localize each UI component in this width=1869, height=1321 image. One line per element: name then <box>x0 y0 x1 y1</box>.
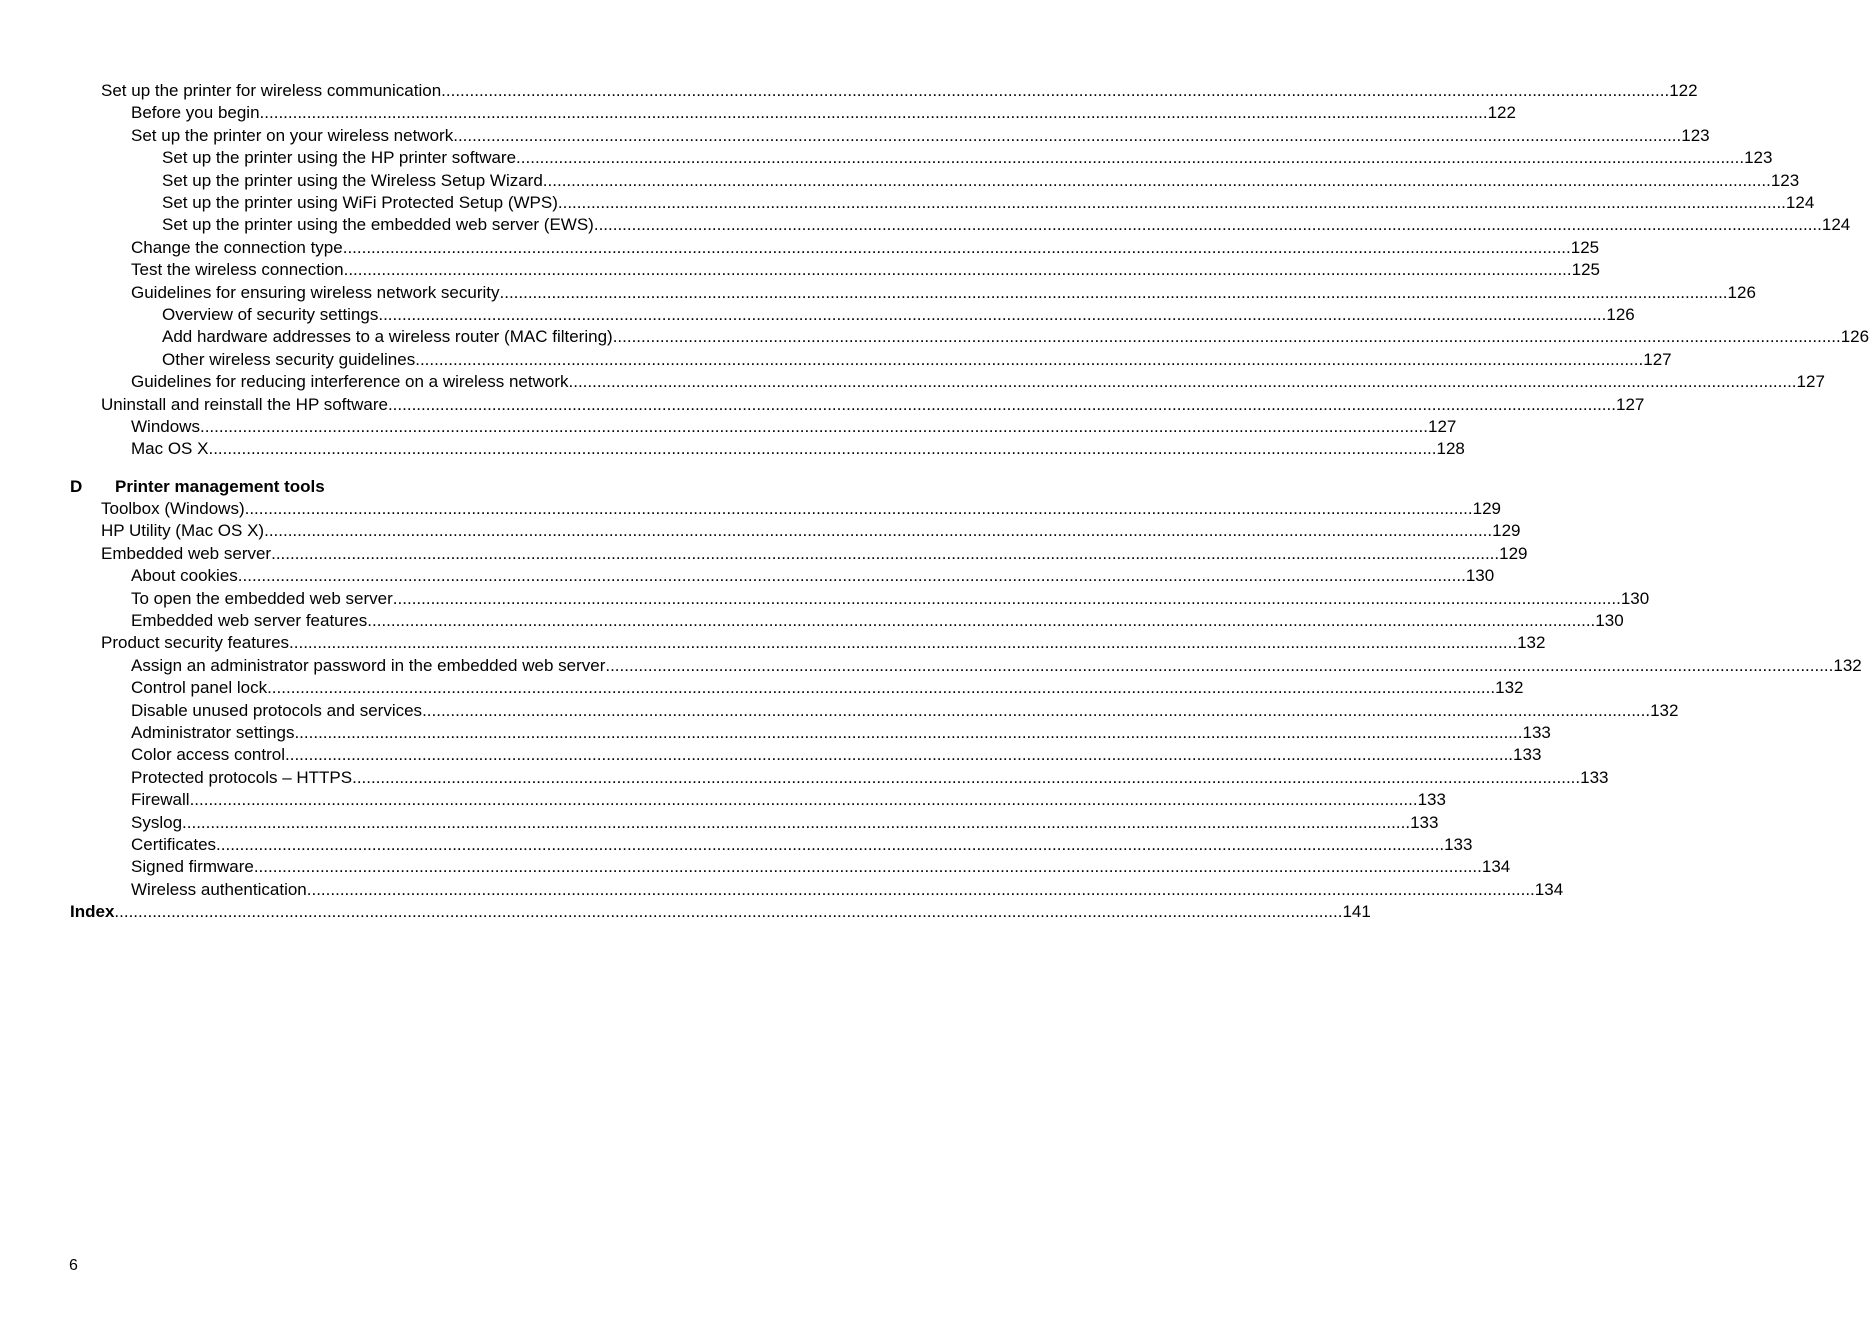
toc-entry-title: Guidelines for ensuring wireless network security <box>131 282 500 302</box>
toc-entry[interactable] <box>0 394 1645 416</box>
toc-entry-page: 126 <box>1727 282 1756 302</box>
toc-entry-page: 128 <box>1436 439 1465 459</box>
page-number: 6 <box>69 1257 78 1274</box>
toc-entry[interactable] <box>0 237 1600 259</box>
toc-entry[interactable] <box>0 722 1551 744</box>
dot-leader: .................................................................................................................................................................................................................................................................... <box>208 439 1437 459</box>
dot-leader: .................................................................................................................................................................................................................................................................... <box>378 305 1607 324</box>
toc-entry-page: 127 <box>1615 394 1645 414</box>
toc-entry-page: 132 <box>1517 633 1546 653</box>
toc-entry-title: Embedded web server features <box>131 611 368 630</box>
toc-entry-title: Embedded web server <box>101 543 272 563</box>
dot-leader: .................................................................................................................................................................................................................................................................... <box>343 260 1572 280</box>
dot-leader: .................................................................................................................................................................................................................................................................... <box>259 103 1488 123</box>
toc-entry-page: 133 <box>1444 835 1473 854</box>
dot-leader: .................................................................................................................................................................................................................................................................... <box>568 372 1797 392</box>
toc-entry[interactable] <box>0 147 1773 169</box>
toc-entry-title: Index <box>70 902 115 922</box>
toc-entry-title: Assign an administrator password in the embedded web server <box>131 655 606 675</box>
dot-leader: .................................................................................................................................................................................................................................................................... <box>237 566 1466 586</box>
dot-leader: .................................................................................................................................................................................................................................................................... <box>342 237 1571 257</box>
toc-entry-title: About cookies <box>131 566 238 586</box>
toc-entry-page: 133 <box>1522 723 1551 742</box>
toc-entry[interactable] <box>0 834 1473 856</box>
toc-entry-title: Mac OS X <box>131 439 209 459</box>
dot-leader: .................................................................................................................................................................................................................................................................... <box>387 394 1616 414</box>
dot-leader: .................................................................................................................................................................................................................................................................... <box>593 215 1822 235</box>
toc-entry[interactable] <box>0 856 1511 878</box>
dot-leader: .................................................................................................................................................................................................................................................................... <box>199 417 1428 436</box>
toc-entry[interactable] <box>0 879 1564 901</box>
dot-leader: .................................................................................................................................................................................................................................................................... <box>557 193 1786 212</box>
dot-leader: .................................................................................................................................................................................................................................................................... <box>114 902 1343 922</box>
toc-entry-page: 134 <box>1534 879 1564 899</box>
dot-leader: .................................................................................................................................................................................................................................................................... <box>415 349 1644 369</box>
toc-entry-title: To open the embedded web server <box>131 588 393 608</box>
toc-entry[interactable] <box>0 610 1624 632</box>
toc-entry-page: 126 <box>1840 327 1869 347</box>
toc-entry-title: Set up the printer using the HP printer software <box>162 148 517 168</box>
toc-entry[interactable] <box>0 326 1869 348</box>
dot-leader: .................................................................................................................................................................................................................................................................... <box>285 745 1514 765</box>
toc-entry-page: 133 <box>1410 812 1439 832</box>
toc-entry-page: 129 <box>1472 499 1502 518</box>
toc-entry-title: Other wireless security guidelines <box>162 349 416 369</box>
toc-entry-title: Windows <box>131 417 200 436</box>
toc-entry-page: 125 <box>1570 237 1600 257</box>
dot-leader: .................................................................................................................................................................................................................................................................... <box>392 588 1621 608</box>
toc-entry-page: 122 <box>1669 81 1698 100</box>
toc-entry[interactable] <box>0 170 1800 192</box>
toc-entry[interactable] <box>0 901 1371 923</box>
toc-entry-page: 141 <box>1342 902 1371 922</box>
dot-leader: .................................................................................................................................................................................................................................................................... <box>422 700 1651 720</box>
toc-entry-title: Set up the printer on your wireless network <box>131 125 454 145</box>
toc-entry-title: Administrator settings <box>131 723 295 742</box>
toc-entry-page: 123 <box>1770 170 1800 190</box>
toc-entry[interactable] <box>0 700 1679 722</box>
toc-entry-title: Change the connection type <box>131 237 343 257</box>
toc-entry-page: 122 <box>1487 103 1516 123</box>
toc-entry-title: Certificates <box>131 835 217 854</box>
toc-entry[interactable] <box>0 677 1524 699</box>
toc-entry-title: Firewall <box>131 790 190 810</box>
toc-entry-title: Set up the printer using the embedded web server (EWS) <box>162 215 594 235</box>
toc-entry[interactable] <box>0 565 1495 587</box>
toc-entry[interactable] <box>0 438 1465 460</box>
toc-entry-page: 125 <box>1571 260 1601 280</box>
appendix-title: Printer management tools <box>115 477 325 496</box>
toc-entry[interactable] <box>0 520 1521 542</box>
dot-leader: .................................................................................................................................................................................................................................................................... <box>216 835 1445 854</box>
toc-entry-title: Signed firmware <box>131 857 254 877</box>
toc-entry-page: 127 <box>1643 349 1672 369</box>
toc-entry-page: 132 <box>1833 655 1862 675</box>
toc-entry-page: 133 <box>1417 790 1446 810</box>
toc-entry-page: 124 <box>1785 193 1815 212</box>
toc-entry-title: Product security features <box>101 633 290 653</box>
appendix-letter: D <box>70 477 83 496</box>
toc-entry[interactable] <box>0 543 1528 565</box>
toc-entry[interactable] <box>0 125 1710 147</box>
dot-leader: .................................................................................................................................................................................................................................................................... <box>499 282 1728 302</box>
dot-leader: .................................................................................................................................................................................................................................................................... <box>453 125 1682 145</box>
toc-entry-title: Test the wireless connection <box>131 260 344 280</box>
toc-entry-page: 127 <box>1428 417 1457 436</box>
toc-entry-page: 132 <box>1650 700 1679 720</box>
toc-entry[interactable] <box>0 588 1650 610</box>
dot-leader: .................................................................................................................................................................................................................................................................... <box>294 723 1523 742</box>
toc-entry-title: Disable unused protocols and services <box>131 700 423 720</box>
dot-leader: .................................................................................................................................................................................................................................................................... <box>253 857 1482 877</box>
toc-entry[interactable] <box>0 304 1635 326</box>
toc-entry-page: 130 <box>1465 566 1495 586</box>
toc-entry-title: Syslog <box>131 812 183 832</box>
dot-leader: .................................................................................................................................................................................................................................................................... <box>605 655 1834 675</box>
toc-entry[interactable] <box>0 102 1516 124</box>
toc-entry-title: Control panel lock <box>131 678 268 698</box>
toc-entry-page: 130 <box>1620 588 1650 608</box>
toc-entry-title: Set up the printer using WiFi Protected Setup (WPS) <box>162 193 558 212</box>
toc-entry[interactable] <box>0 812 1439 834</box>
dot-leader: .................................................................................................................................................................................................................................................................... <box>612 327 1841 347</box>
toc-entry-page: 124 <box>1821 215 1851 235</box>
toc-entry-title: Uninstall and reinstall the HP software <box>101 394 388 414</box>
toc-entry-title: Set up the printer using the Wireless Setup Wizard <box>162 170 543 190</box>
toc-entry-page: 134 <box>1481 857 1511 877</box>
toc-entry-title: HP Utility (Mac OS X) <box>101 521 265 541</box>
toc-entry[interactable] <box>0 416 1457 438</box>
appendix-heading[interactable] <box>70 476 325 498</box>
dot-leader: .................................................................................................................................................................................................................................................................... <box>189 790 1418 810</box>
dot-leader: .................................................................................................................................................................................................................................................................... <box>542 170 1771 190</box>
toc-entry-title: Before you begin <box>131 103 260 123</box>
dot-leader: .................................................................................................................................................................................................................................................................... <box>182 812 1411 832</box>
toc-entry-page: 123 <box>1744 148 1773 168</box>
toc-entry-page: 133 <box>1513 745 1542 765</box>
toc-entry[interactable] <box>0 632 1546 654</box>
toc-entry-page: 123 <box>1681 125 1710 145</box>
toc-entry[interactable] <box>0 498 1502 520</box>
dot-leader: .................................................................................................................................................................................................................................................................... <box>264 521 1493 541</box>
toc-entry[interactable] <box>0 371 1825 393</box>
toc-entry[interactable] <box>0 655 1862 677</box>
toc-entry-title: Wireless authentication <box>131 879 307 899</box>
dot-leader: .................................................................................................................................................................................................................................................................... <box>271 543 1500 563</box>
toc-entry-title: Color access control <box>131 745 286 765</box>
dot-leader: .................................................................................................................................................................................................................................................................... <box>306 879 1535 899</box>
toc-entry[interactable] <box>0 192 1815 214</box>
toc-entry-page: 129 <box>1499 543 1528 563</box>
toc-entry[interactable] <box>0 80 1698 102</box>
toc-entry-title: Protected protocols – HTTPS <box>131 767 353 787</box>
toc-entry[interactable] <box>0 349 1672 371</box>
toc-entry[interactable] <box>0 259 1601 281</box>
toc-entry-page: 126 <box>1606 305 1635 324</box>
toc-entry[interactable] <box>0 282 1756 304</box>
toc-entry-title: Add hardware addresses to a wireless router (MAC filtering) <box>162 327 613 347</box>
toc-entry[interactable] <box>0 744 1542 766</box>
toc-entry-title: Overview of security settings <box>162 305 379 324</box>
dot-leader: .................................................................................................................................................................................................................................................................... <box>516 148 1745 168</box>
toc-entry-title: Guidelines for reducing interference on a wireless network <box>131 372 569 392</box>
dot-leader: .................................................................................................................................................................................................................................................................... <box>244 499 1473 518</box>
toc-entry-page: 132 <box>1495 678 1524 698</box>
dot-leader: .................................................................................................................................................................................................................................................................... <box>267 678 1496 698</box>
toc-entry-page: 133 <box>1580 767 1609 787</box>
toc-entry-title: Set up the printer for wireless communication <box>101 81 442 100</box>
toc-entry-page: 129 <box>1492 521 1521 541</box>
dot-leader: .................................................................................................................................................................................................................................................................... <box>352 767 1581 787</box>
toc-entry[interactable] <box>0 789 1446 811</box>
toc-entry-title: Toolbox (Windows) <box>101 499 245 518</box>
dot-leader: .................................................................................................................................................................................................................................................................... <box>441 81 1670 100</box>
toc-entry[interactable] <box>0 214 1851 236</box>
toc-entry[interactable] <box>0 767 1609 789</box>
dot-leader: .................................................................................................................................................................................................................................................................... <box>367 611 1596 630</box>
toc-entry-page: 130 <box>1595 611 1624 630</box>
toc-entry-page: 127 <box>1796 372 1825 392</box>
dot-leader: .................................................................................................................................................................................................................................................................... <box>289 633 1518 653</box>
